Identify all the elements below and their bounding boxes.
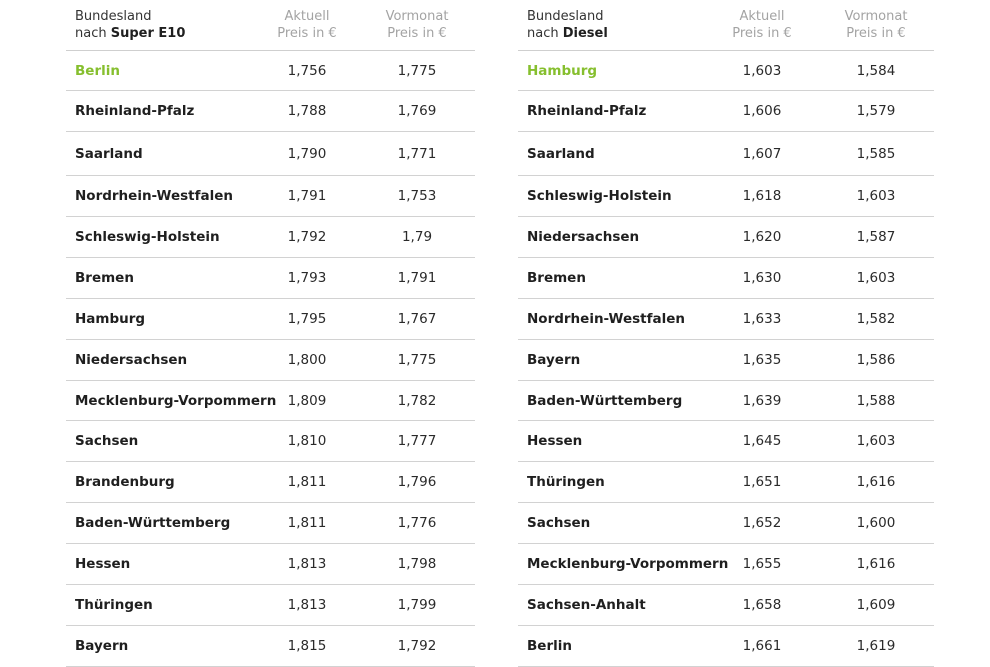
cell-vormonat: 1,588 [856,392,896,409]
table-header [518,0,934,51]
cell-vormonat: 1,584 [856,62,896,79]
cell-vormonat: 1,775 [397,62,437,79]
header-bundesland [75,8,185,42]
table-super-e10 [66,0,475,667]
cell-vormonat: 1,603 [856,188,896,204]
table-row [518,176,934,217]
cell-aktuell: 1,620 [742,229,782,245]
cell-aktuell: 1,661 [742,638,782,654]
cell-vormonat: 1,769 [397,103,437,119]
cell-bundesland: Sachsen [527,515,591,531]
cell-aktuell: 1,630 [742,270,782,286]
cell-bundesland: Thüringen [75,597,153,613]
cell-bundesland: Hamburg [527,62,598,79]
cell-vormonat: 1,603 [856,270,896,286]
table-row [518,217,934,258]
header-fuel-name: Diesel [562,26,608,41]
header-aktuell-line2: Preis in € [277,26,337,41]
cell-vormonat: 1,775 [397,352,437,368]
header-land-line1: Bundesland [527,9,604,24]
table-row [518,544,934,585]
cell-aktuell: 1,813 [287,556,327,572]
cell-bundesland: Schleswig-Holstein [527,188,672,204]
header-bundesland [527,8,608,42]
cell-aktuell: 1,795 [287,311,327,327]
table-row [66,299,475,340]
cell-bundesland: Rheinland-Pfalz [527,103,647,119]
table-row [66,381,475,421]
table-row [66,544,475,585]
header-vormonat-line2: Preis in € [387,26,447,41]
cell-vormonat: 1,603 [856,433,896,449]
cell-aktuell: 1,618 [742,188,782,204]
cell-vormonat: 1,579 [856,103,896,119]
header-fuel-name: Super E10 [110,26,186,41]
table-row [66,132,475,176]
header-vormonat-line1: Vormonat [844,9,908,24]
table-row [518,421,934,462]
table-row [66,503,475,544]
table-row [518,626,934,667]
cell-bundesland: Hessen [527,433,583,449]
cell-vormonat: 1,777 [397,433,437,449]
header-vormonat-line1: Vormonat [385,9,449,24]
cell-aktuell: 1,791 [287,188,327,204]
cell-bundesland: Thüringen [527,474,605,490]
cell-aktuell: 1,633 [742,311,782,327]
cell-vormonat: 1,600 [856,515,896,531]
cell-vormonat: 1,767 [397,311,437,327]
header-vormonat-line2: Preis in € [846,26,906,41]
cell-vormonat: 1,616 [856,556,896,572]
cell-aktuell: 1,651 [742,474,782,490]
cell-vormonat: 1,585 [856,145,896,162]
cell-vormonat: 1,79 [401,229,433,245]
cell-aktuell: 1,813 [287,597,327,613]
cell-bundesland: Nordrhein-Westfalen [75,188,233,204]
cell-aktuell: 1,655 [742,556,782,572]
header-vormonat [821,8,931,42]
header-aktuell [252,8,362,42]
cell-aktuell: 1,658 [742,597,782,613]
cell-vormonat: 1,796 [397,474,437,490]
table-body [66,51,475,667]
cell-bundesland: Brandenburg [75,474,175,490]
table-row [518,381,934,421]
cell-bundesland: Niedersachsen [75,352,188,368]
cell-aktuell: 1,790 [287,145,327,162]
header-aktuell-line1: Aktuell [739,9,785,24]
cell-bundesland: Berlin [527,638,572,654]
cell-bundesland: Bremen [75,270,134,286]
cell-bundesland: Baden-Württemberg [527,392,683,409]
table-body [518,51,934,667]
cell-aktuell: 1,635 [742,352,782,368]
cell-bundesland: Hamburg [75,311,146,327]
cell-bundesland: Mecklenburg-Vorpommern [75,392,277,409]
table-row [66,176,475,217]
cell-aktuell: 1,811 [287,474,327,490]
cell-bundesland: Bremen [527,270,586,286]
cell-aktuell: 1,810 [287,433,327,449]
cell-vormonat: 1,619 [856,638,896,654]
cell-vormonat: 1,792 [397,638,437,654]
table-row [518,585,934,626]
cell-vormonat: 1,616 [856,474,896,490]
cell-aktuell: 1,811 [287,515,327,531]
cell-bundesland: Saarland [75,145,143,162]
cell-bundesland: Schleswig-Holstein [75,229,220,245]
cell-vormonat: 1,753 [397,188,437,204]
cell-bundesland: Baden-Württemberg [75,515,231,531]
table-row [66,340,475,381]
cell-aktuell: 1,793 [287,270,327,286]
cell-vormonat: 1,586 [856,352,896,368]
cell-aktuell: 1,788 [287,103,327,119]
cell-bundesland: Saarland [527,145,595,162]
header-land-line1: Bundesland [75,9,152,24]
table-row [518,258,934,299]
cell-aktuell: 1,809 [287,392,327,409]
cell-bundesland: Sachsen [75,433,139,449]
cell-bundesland: Bayern [527,352,581,368]
header-land-prefix: nach [75,26,107,41]
table-row [518,462,934,503]
table-header [66,0,475,51]
table-row [518,340,934,381]
table-row [518,503,934,544]
cell-bundesland: Mecklenburg-Vorpommern [527,556,729,572]
cell-vormonat: 1,782 [397,392,437,409]
cell-aktuell: 1,792 [287,229,327,245]
header-aktuell-line1: Aktuell [284,9,330,24]
cell-bundesland: Nordrhein-Westfalen [527,311,685,327]
header-aktuell-line2: Preis in € [732,26,792,41]
cell-vormonat: 1,771 [397,145,437,162]
cell-vormonat: 1,798 [397,556,437,572]
table-row [66,258,475,299]
cell-aktuell: 1,645 [742,433,782,449]
cell-vormonat: 1,587 [856,229,896,245]
cell-aktuell: 1,652 [742,515,782,531]
cell-aktuell: 1,815 [287,638,327,654]
cell-bundesland: Hessen [75,556,131,572]
cell-bundesland: Sachsen-Anhalt [527,597,646,613]
cell-bundesland: Niedersachsen [527,229,640,245]
table-row [66,217,475,258]
table-row [66,91,475,132]
cell-aktuell: 1,606 [742,103,782,119]
cell-bundesland: Rheinland-Pfalz [75,103,195,119]
cell-vormonat: 1,799 [397,597,437,613]
table-row [66,462,475,503]
cell-aktuell: 1,603 [742,62,782,79]
table-row [66,626,475,667]
table-row [518,132,934,176]
cell-aktuell: 1,756 [287,62,327,79]
cell-vormonat: 1,582 [856,311,896,327]
cell-vormonat: 1,609 [856,597,896,613]
cell-bundesland: Bayern [75,638,129,654]
header-land-prefix: nach [527,26,559,41]
table-row [518,51,934,91]
cell-aktuell: 1,639 [742,392,782,409]
cell-aktuell: 1,607 [742,145,782,162]
table-row [518,299,934,340]
table-row [66,51,475,91]
table-row [518,91,934,132]
cell-bundesland: Berlin [75,62,120,79]
table-row [66,585,475,626]
cell-aktuell: 1,800 [287,352,327,368]
header-aktuell [707,8,817,42]
table-row [66,421,475,462]
cell-vormonat: 1,791 [397,270,437,286]
header-vormonat [362,8,472,42]
cell-vormonat: 1,776 [397,515,437,531]
table-diesel [518,0,934,667]
